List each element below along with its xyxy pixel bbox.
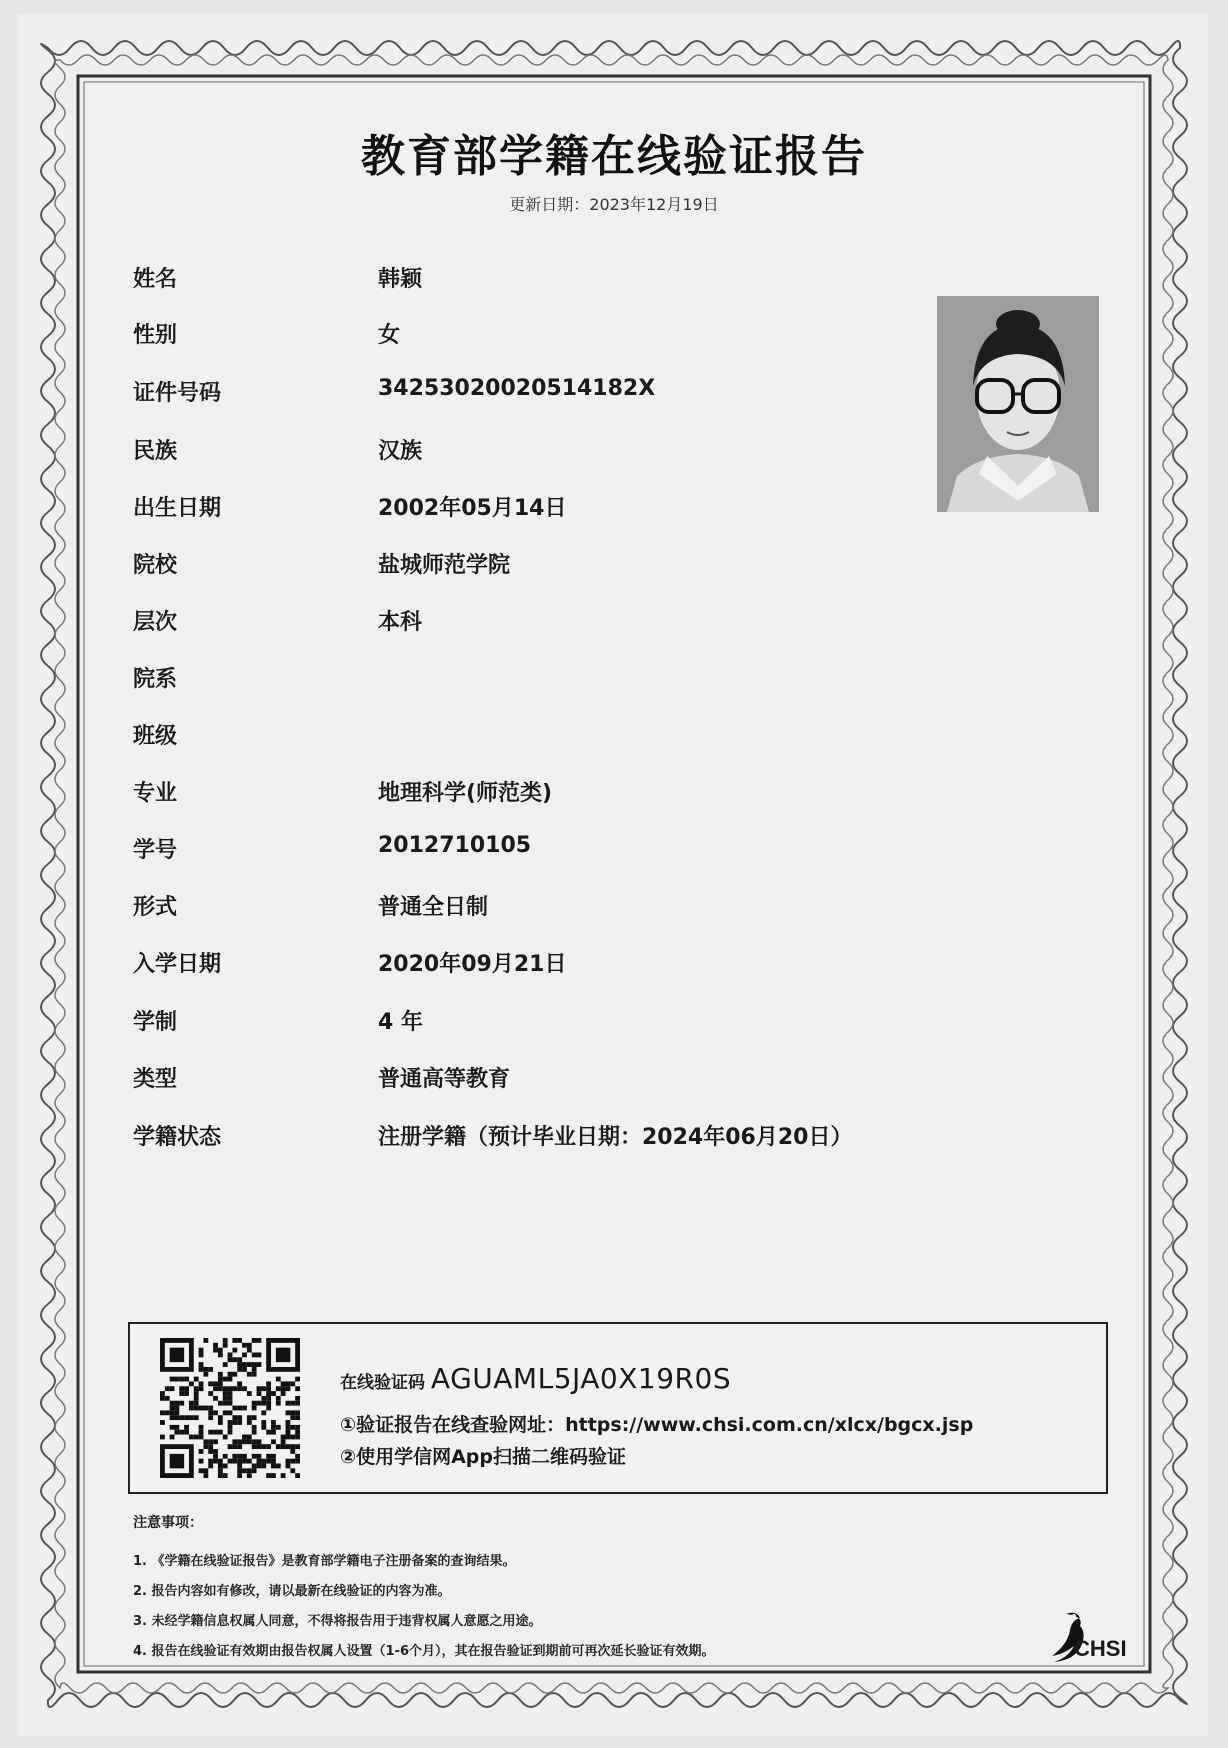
field-row bbox=[133, 890, 953, 930]
field-row bbox=[133, 833, 953, 873]
field-row bbox=[133, 662, 953, 702]
field-value: 普通高等教育 bbox=[378, 1067, 511, 1092]
field-label: 姓名 bbox=[133, 267, 178, 292]
field-value: 本科 bbox=[378, 610, 423, 635]
verification-url-line: ①验证报告在线查验网址：https://www.chsi.com.cn/xlcx/bgcx.jsp bbox=[340, 1414, 974, 1436]
field-value: 34253020020514182X bbox=[378, 376, 656, 401]
note-item: 1. 《学籍在线验证报告》是教育部学籍电子注册备案的查询结果。 bbox=[133, 1554, 516, 1569]
qr-code[interactable] bbox=[160, 1338, 300, 1478]
field-row bbox=[133, 605, 953, 645]
field-value: 4 年 bbox=[378, 1010, 423, 1035]
field-row bbox=[133, 1062, 953, 1102]
field-value: 2012710105 bbox=[378, 833, 532, 858]
field-row bbox=[133, 262, 953, 302]
field-value: 地理科学(师范类) bbox=[378, 781, 553, 806]
field-row bbox=[133, 1120, 953, 1160]
field-label: 证件号码 bbox=[133, 381, 222, 406]
field-row bbox=[133, 776, 953, 816]
verification-code-line bbox=[340, 1362, 731, 1395]
student-photo bbox=[937, 296, 1099, 512]
field-row bbox=[133, 491, 953, 531]
field-value: 2020年09月21日 bbox=[378, 952, 567, 977]
field-label: 层次 bbox=[133, 610, 178, 635]
field-row bbox=[133, 719, 953, 759]
field-row bbox=[133, 1005, 953, 1045]
field-label: 形式 bbox=[133, 895, 178, 920]
verification-code: AGUAML5JA0X19R0S bbox=[430, 1362, 732, 1395]
verification-box bbox=[128, 1322, 1108, 1494]
field-value: 注册学籍（预计毕业日期：2024年06月20日） bbox=[378, 1125, 853, 1150]
field-label: 学号 bbox=[133, 838, 178, 863]
student-photo-image bbox=[937, 296, 1099, 512]
field-label: 专业 bbox=[133, 781, 178, 806]
field-row bbox=[133, 318, 953, 358]
notes-title: 注意事项： bbox=[133, 1515, 203, 1531]
field-row bbox=[133, 434, 953, 474]
field-value: 普通全日制 bbox=[378, 895, 489, 920]
field-label: 学籍状态 bbox=[133, 1125, 222, 1150]
verification-code-label: 在线验证码 bbox=[340, 1373, 425, 1393]
field-value: 2002年05月14日 bbox=[378, 496, 567, 521]
report-title: 教育部学籍在线验证报告 bbox=[361, 131, 867, 182]
chsi-logo-text: CHSI bbox=[1074, 1636, 1127, 1661]
note-item: 3. 未经学籍信息权属人同意，不得将报告用于违背权属人意愿之用途。 bbox=[133, 1614, 542, 1629]
field-label: 出生日期 bbox=[133, 496, 222, 521]
field-value: 女 bbox=[378, 323, 401, 348]
field-label: 民族 bbox=[133, 439, 178, 464]
field-value: 韩颖 bbox=[378, 267, 423, 292]
field-label: 院校 bbox=[133, 553, 178, 578]
field-row bbox=[133, 548, 953, 588]
field-label: 性别 bbox=[133, 323, 178, 348]
update-date: 更新日期：2023年12月19日 bbox=[509, 195, 719, 214]
verification-app-line: ②使用学信网App扫描二维码验证 bbox=[340, 1446, 626, 1468]
field-label: 班级 bbox=[133, 724, 178, 749]
note-item: 4. 报告在线验证有效期由报告权属人设置（1-6个月），其在报告验证到期前可再次延长验证有效期。 bbox=[133, 1644, 715, 1659]
field-label: 学制 bbox=[133, 1010, 178, 1035]
field-row bbox=[133, 376, 953, 416]
field-label: 类型 bbox=[133, 1067, 178, 1092]
field-label: 入学日期 bbox=[133, 952, 222, 977]
note-item: 2. 报告内容如有修改，请以最新在线验证的内容为准。 bbox=[133, 1584, 451, 1599]
field-label: 院系 bbox=[133, 667, 178, 692]
field-value: 盐城师范学院 bbox=[378, 553, 511, 578]
field-value: 汉族 bbox=[378, 439, 423, 464]
field-row bbox=[133, 947, 953, 987]
